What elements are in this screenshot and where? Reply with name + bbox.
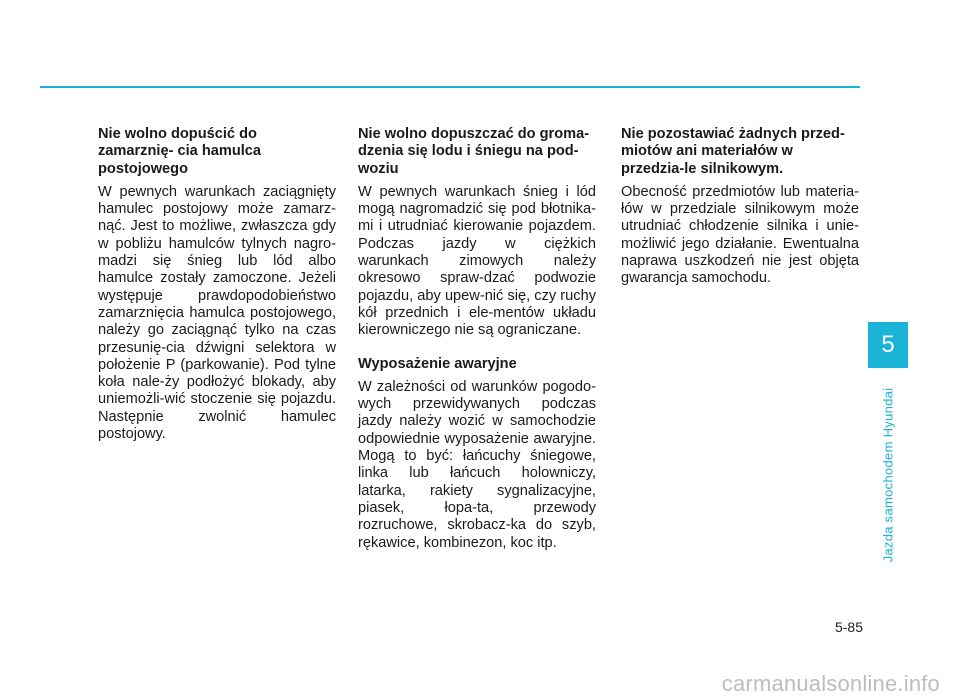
section-engine-compartment [621,126,859,288]
section-emergency-equipment [358,356,596,552]
watermark: carmanualsonline.info [721,671,940,696]
section-body: W pewnych warunkach zaciągnięty hamulec postojowy może zamarz-nąć. Jest to możliwe, zwłaszcza gdy w pobliżu hamulców tylnych nagro-madzi się śnieg lub lód albo hamulce zostały zamoczone. Jeżeli występuje prawdopodobieństwo zamarznięcia hamulca postojowego, należy go zaciągnąć tylko na czas przesunię-cia dźwigni selektora w położenie P (parkowanie). Pod tylne koła nale-ży podłożyć blokady, aby uniemożli-wić stoczenie się pojazdu. Następnie zwolnić hamulec postojowy. [98,183,336,443]
text-column-3 [621,126,859,304]
chapter-tab: 5 [868,322,908,368]
text-column-1 [98,126,336,459]
section-heading: Nie wolno dopuszczać do groma-dzenia się lodu i śniegu na pod-woziu [358,126,590,177]
header-rule [40,86,860,88]
section-body: Obecność przedmiotów lub materia-łów w przedziale silnikowym może utrudniać chłodzenie silnika i unie-możliwić jego działanie. Ewentualna naprawa uszkodzeń nie jest objęta gwarancja samochodu. [621,183,859,287]
section-parking-brake [98,126,336,443]
page-number: 5-85 [834,619,863,635]
section-body: W zależności od warunków pogodo-wych przewidywanych podczas jazdy należy wozić w samochodzie odpowiednie wyposażenie awaryjne. Mogą to być: łańcuchy śniegowe, linka lub łańcuch holowniczy, latarka, rakiety sygnalizacyjne, piasek, łopa-ta, przewody rozruchowe, skrobacz-ka do szyb, rękawice, kombinezon, koc itp. [358,378,596,551]
text-column-2 [358,126,596,568]
section-heading: Wyposażenie awaryjne [358,355,517,372]
section-heading: Nie pozostawiać żadnych przed-miotów ani materiałów w przedzia-le silnikowym. [621,126,845,177]
section-heading: Nie wolno dopuścić do zamarznię- cia hamulca postojowego [98,126,262,177]
section-body: W pewnych warunkach śnieg i lód mogą nagromadzić się pod błotnika-mi i utrudniać kierowanie pojazdem. Podczas jazdy w ciężkich warunkach zimowych należy okresowo spraw-dzać podwozie pojazdu, aby upew-nić się, czy ruchy kół przednich i ele-mentów układu kierowniczego nie są ograniczane. [358,183,596,339]
chapter-title: Jazda samochodem Hyundai [880,387,896,563]
section-undercarriage [358,126,596,340]
